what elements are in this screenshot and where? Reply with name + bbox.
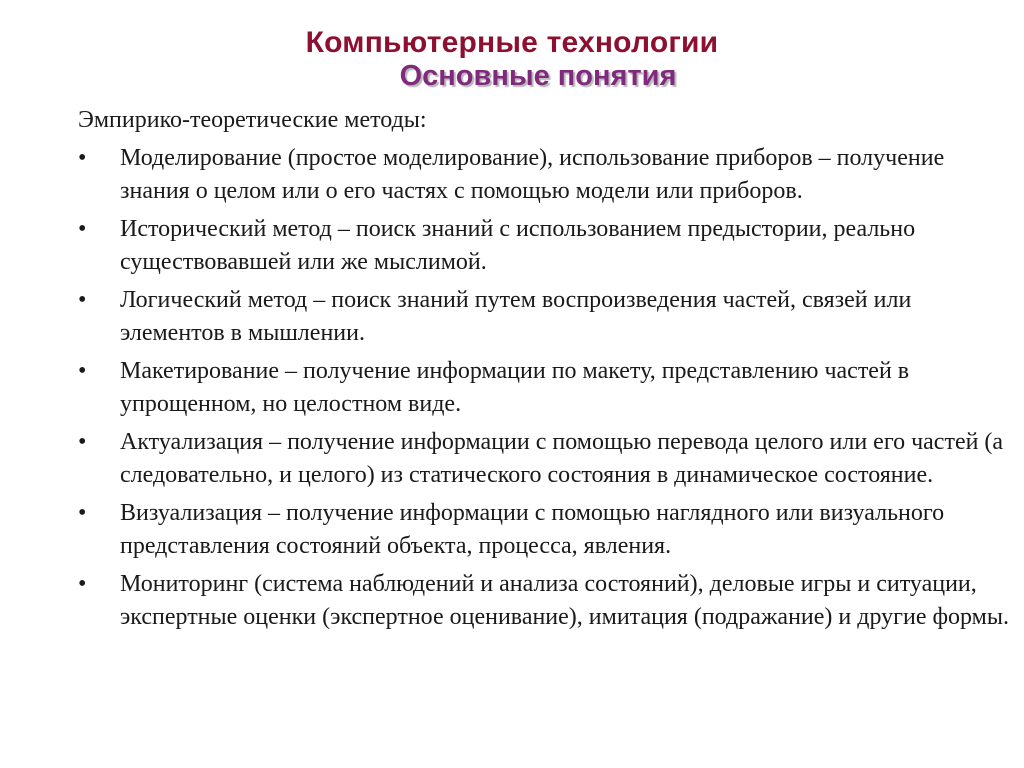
bullet-text: Макетирование – получение информации по макету, представлению частей в упрощенном, но целостном виде. [120, 358, 910, 417]
bullet-icon: • [78, 571, 87, 597]
slide-title: Компьютерные технологии [305, 26, 719, 59]
bullet-icon: • [78, 145, 87, 171]
bullet-item-actualization [78, 426, 1018, 492]
bullet-text: Актуализация – получение информации с помощью перевода целого или его частей (а следовательно, и целого) из статического состояния в динамическое состояние. [120, 429, 1004, 488]
bullet-text: Моделирование (простое моделирование), использование приборов – получение знания о целом или о его частях с помощью модели или приборов. [120, 145, 945, 204]
bullet-item-visualization [78, 497, 1018, 563]
bullet-item-logical [78, 284, 1018, 350]
bullet-icon: • [78, 216, 87, 242]
bullet-text: Логический метод – поиск знаний путем воспроизведения частей, связей или элементов в мышлении. [120, 287, 912, 346]
bullet-text: Мониторинг (система наблюдений и анализа состояний), деловые игры и ситуации, экспертные оценки (экспертное оценивание), имитация (подражание) и другие формы. [120, 571, 1009, 630]
bullet-item-modeling [78, 142, 1018, 208]
bullet-icon: • [78, 500, 87, 526]
bullet-icon: • [78, 358, 87, 384]
bullet-icon: • [78, 287, 87, 313]
intro-text: Эмпирико-теоретические методы: [78, 107, 427, 133]
bullet-item-historical [78, 213, 1018, 279]
slide-subtitle: Основные понятия [399, 60, 677, 92]
bullet-text: Визуализация – получение информации с помощью наглядного или визуального представления состояний объекта, процесса, явления. [120, 500, 945, 559]
bullet-item-monitoring [78, 568, 1018, 634]
bullet-icon: • [78, 429, 87, 455]
bullet-list [78, 142, 1018, 634]
bullet-text: Исторический метод – поиск знаний с использованием предыстории, реально существовавшей или же мыслимой. [120, 216, 916, 275]
bullet-item-mockup [78, 355, 1018, 421]
slide-body [78, 104, 1018, 639]
